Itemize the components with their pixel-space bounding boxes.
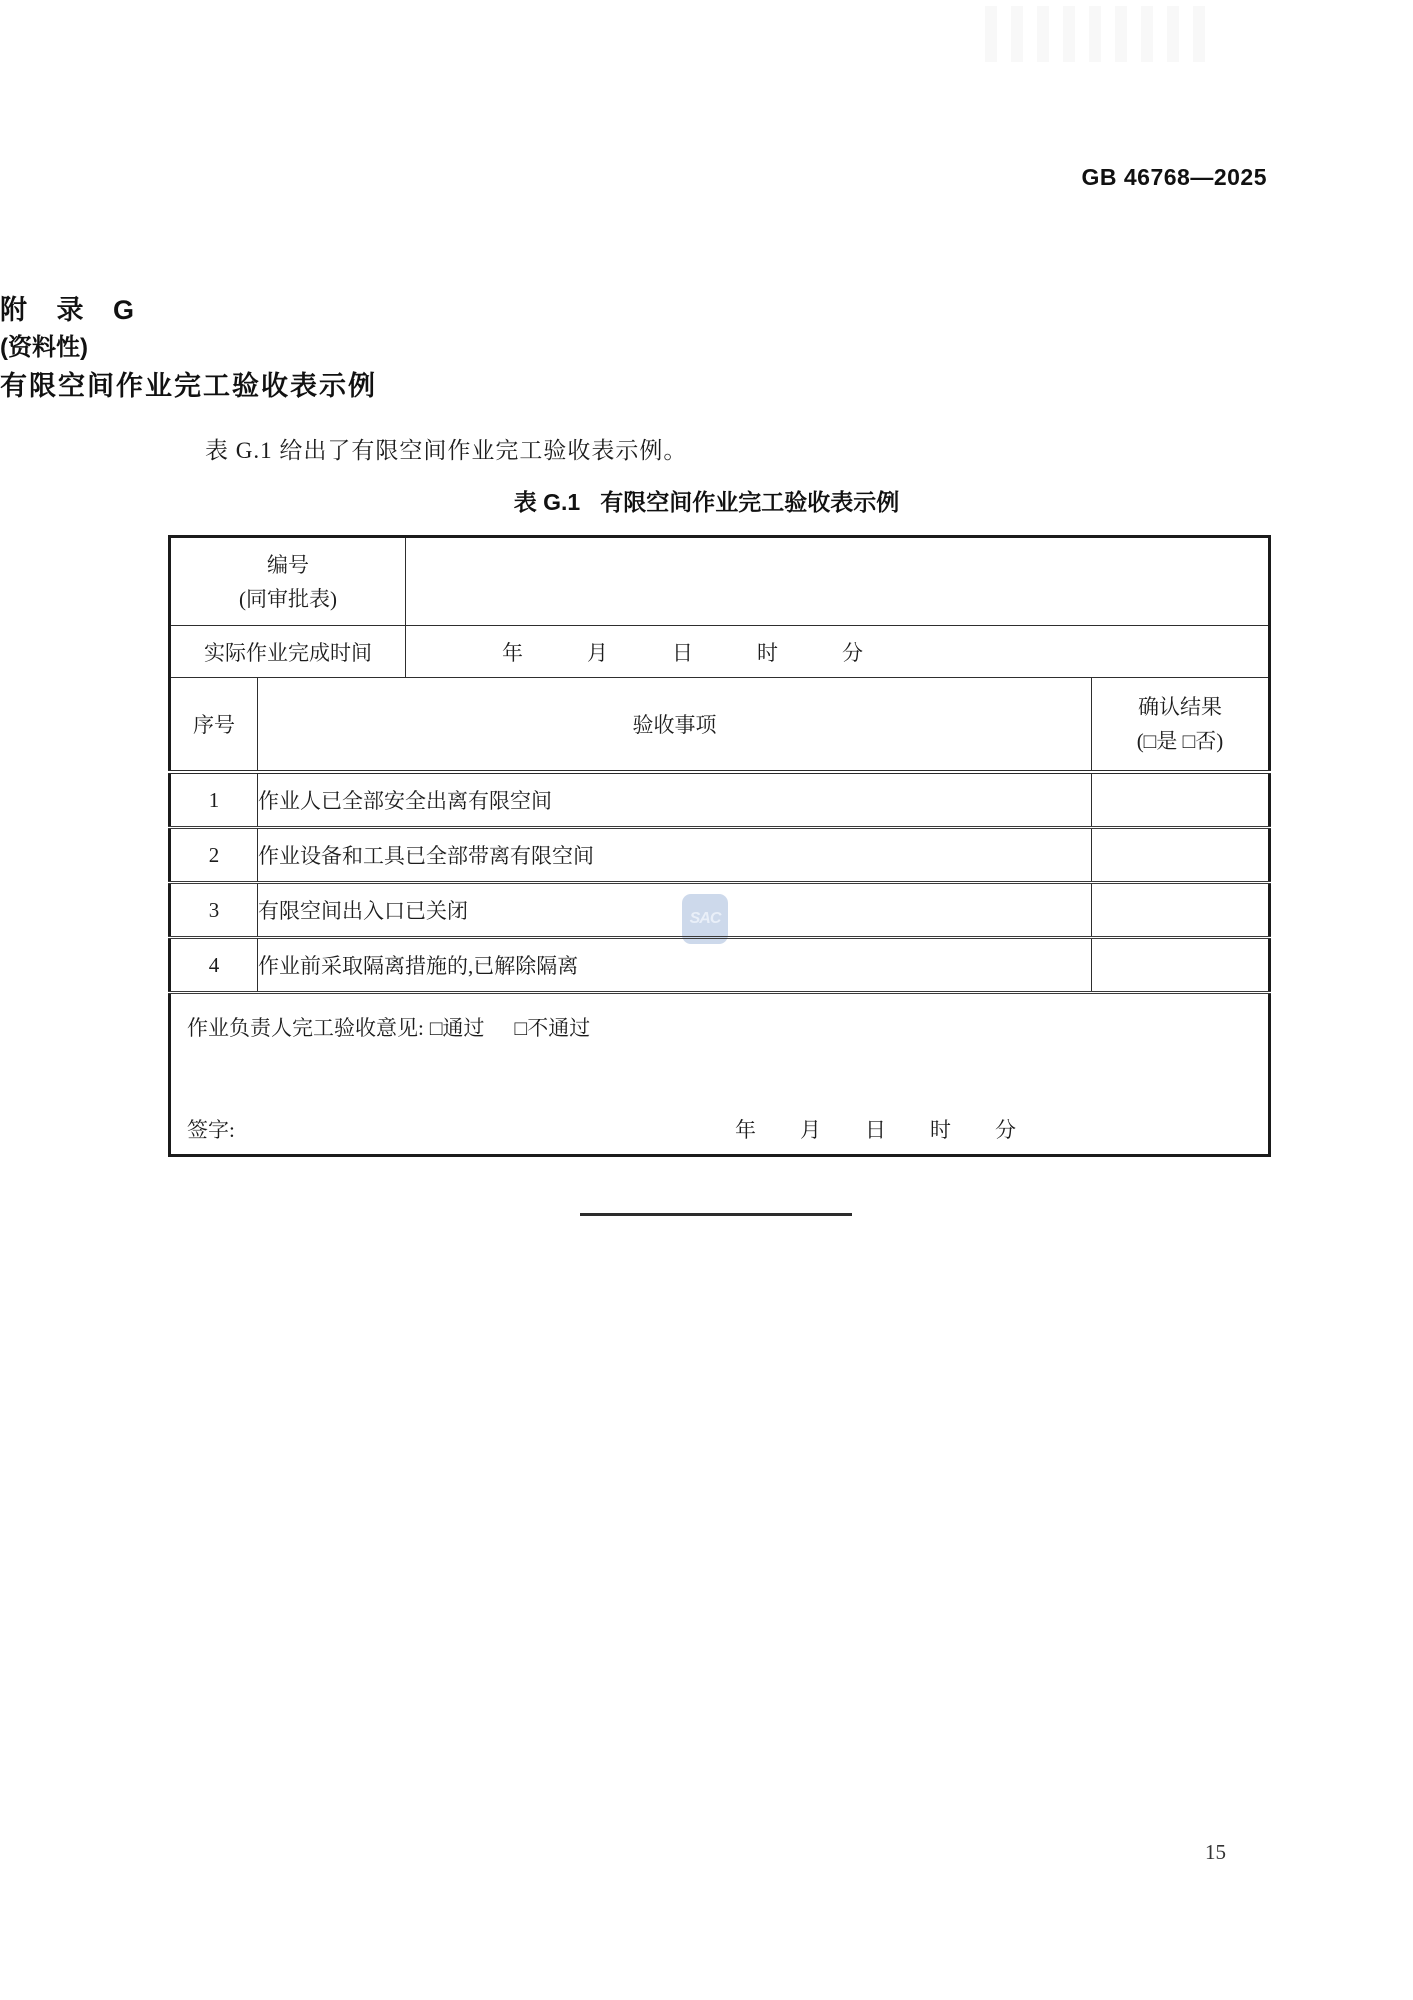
opinion-checkbox-pass: □通过 <box>429 1016 485 1040</box>
standard-code: GB 46768—2025 <box>1081 164 1267 190</box>
row-item: 有限空间出入口已关闭 <box>258 883 1092 938</box>
completion-time-label: 实际作业完成时间 <box>170 626 406 678</box>
signature-label: 签字: <box>187 1118 235 1142</box>
faint-corner-watermark <box>985 6 1213 62</box>
col-header-result-line1: 确认结果 <box>1138 695 1222 719</box>
row-no: 3 <box>170 883 258 938</box>
form-number-label-line1: 编号 <box>267 552 309 577</box>
completion-time-units <box>406 637 1268 667</box>
completion-time-row <box>170 626 1270 678</box>
table-caption-number: 表 G.1 <box>513 489 581 515</box>
completion-acceptance-form <box>168 535 1271 1157</box>
unit-year: 年 <box>502 640 523 665</box>
opinion-label: 作业负责人完工验收意见: <box>187 1016 424 1040</box>
unit-hour: 时 <box>930 1118 951 1142</box>
col-header-no: 序号 <box>170 678 258 773</box>
row-item: 作业前采取隔离措施的,已解除隔离 <box>258 938 1092 993</box>
row-no: 1 <box>170 772 258 828</box>
unit-day: 日 <box>865 1118 886 1142</box>
intro-paragraph: 表 G.1 给出了有限空间作业完工验收表示例。 <box>205 438 688 463</box>
table-row <box>170 938 1270 993</box>
unit-month: 月 <box>587 640 608 665</box>
table-caption <box>0 484 1413 517</box>
form-number-row <box>170 537 1270 626</box>
col-header-item: 验收事项 <box>258 678 1092 773</box>
form-number-label <box>170 537 406 626</box>
sac-watermark-text: SAC <box>689 910 721 927</box>
appendix-subtitle: 有限空间作业完工验收表示例 <box>0 371 377 401</box>
table-row <box>170 772 1270 828</box>
unit-minute: 分 <box>995 1118 1016 1142</box>
unit-hour: 时 <box>757 640 778 665</box>
unit-year: 年 <box>735 1118 756 1142</box>
row-no: 2 <box>170 828 258 883</box>
table-caption-title: 有限空间作业完工验收表示例 <box>600 489 900 515</box>
unit-minute: 分 <box>842 640 863 665</box>
page-number: 15 <box>1205 1840 1226 1864</box>
unit-day: 日 <box>672 640 693 665</box>
row-result <box>1092 938 1270 993</box>
table-row <box>170 883 1270 938</box>
document-end-line <box>580 1213 852 1216</box>
appendix-title: 附 录 G <box>0 295 135 325</box>
row-result <box>1092 883 1270 938</box>
unit-month: 月 <box>800 1118 821 1142</box>
signature-line <box>187 1114 1254 1140</box>
signature-date-units <box>735 1114 1016 1144</box>
row-no: 4 <box>170 938 258 993</box>
col-header-result-line2: (□是 □否) <box>1136 729 1224 753</box>
form-number-value <box>406 537 1270 626</box>
row-result <box>1092 828 1270 883</box>
table-row <box>170 828 1270 883</box>
form-number-label-line2: (同审批表) <box>239 586 337 611</box>
row-item: 作业设备和工具已全部带离有限空间 <box>258 828 1092 883</box>
opinion-signature-cell <box>170 993 1270 1156</box>
completion-time-value <box>406 626 1270 678</box>
opinion-signature-row <box>170 993 1270 1156</box>
opinion-line <box>187 1012 1254 1042</box>
col-header-result <box>1092 678 1270 773</box>
row-item: 作业人已全部安全出离有限空间 <box>258 772 1092 828</box>
appendix-classification: (资料性) <box>0 334 88 361</box>
table-header-row <box>170 678 1270 773</box>
row-result <box>1092 772 1270 828</box>
opinion-checkbox-fail: □不通过 <box>514 1016 591 1040</box>
